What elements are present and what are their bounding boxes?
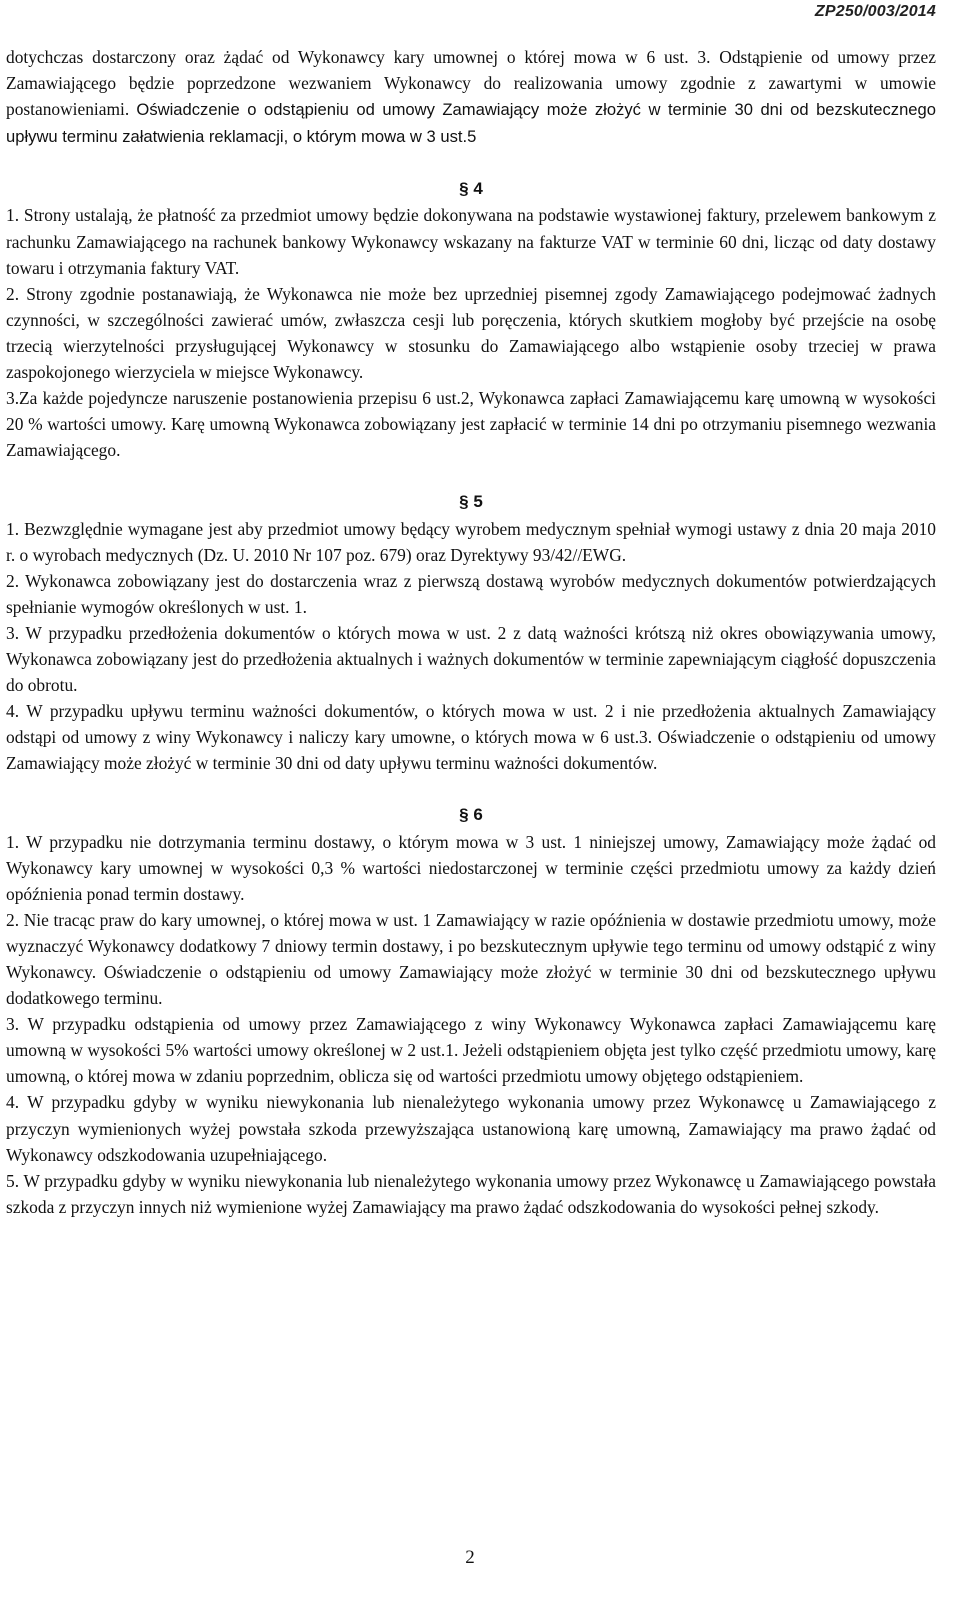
section-6-heading: § 6: [459, 805, 483, 825]
section-6-paragraph-5: 5. W przypadku gdyby w wyniku niewykonania lub nienależytego wykonania umowy przez Wykonawcę u Zamawiającego powstała szkoda z przyczyn innych niż wymienione wyżej Zamawiający ma prawo żądać odszkodowania do wysokości pełnej szkody.: [6, 1170, 936, 1217]
intro-paragraph: [6, 44, 936, 150]
section-6-paragraph-2: 2. Nie tracąc praw do kary umownej, o której mowa w ust. 1 Zamawiający w razie opóźnienia w dostawie przedmiotu umowy, może wyznaczyć Wykonawcy dodatkowy 7 dniowy termin dostawy, i po bezskutecznym upływie tego terminu od umowy odstąpić z winy Wykonawcy. Oświadczenie o odstąpieniu od umowy Zamawiający może złożyć w terminie 30 dni od bezskutecznego upływu dodatkowego terminu.: [6, 909, 936, 1009]
section-4-paragraph-3: 3.Za każde pojedyncze naruszenie postanowienia przepisu 6 ust.2, Wykonawca zapłaci Zamawiającemu karę umowną w wysokości 20 % wartości umowy. Karę umowną Wykonawca zobowiązany jest zapłacić w terminie 14 dni po otrzymaniu pisemnego wezwania Zamawiającego.: [6, 388, 936, 461]
section-5-paragraph-4: 4. W przypadku upływu terminu ważności dokumentów, o których mowa w ust. 2 i nie przedłożenia aktualnych Zamawiający odstąpi od umowy z winy Wykonawcy i naliczy kary umowne, o których mowa w 6 ust.3. Oświadczenie o odstąpieniu od umowy Zamawiający może złożyć w terminie 30 dni od daty upływu terminu ważności dokumentów.: [6, 701, 936, 774]
section-4-paragraph-2: 2. Strony zgodnie postanawiają, że Wykonawca nie może bez uprzedniej pisemnej zgody Zamawiającego podejmować żadnych czynności, w szczególności zawierać umów, zwłaszcza cesji lub poręczenia, których skutkiem mogłoby być przejście na osobę trzecią wierzytelności przysługującej Wykonawcy w stosunku do Zamawiającego albo wstąpienie osoby trzeciej w prawa zaspokojonego wierzyciela w miejsce Wykonawcy.: [6, 283, 936, 383]
spacer: [6, 150, 936, 176]
section-5-paragraph-2: 2. Wykonawca zobowiązany jest do dostarczenia wraz z pierwszą dostawą wyrobów medycznych dokumentów potwierdzających spełnianie wymogów określonych w ust. 1.: [6, 570, 936, 617]
spacer: [6, 776, 936, 802]
section-5-paragraph-3: 3. W przypadku przedłożenia dokumentów o których mowa w ust. 2 z datą ważności krótszą niż okres obowiązywania umowy, Wykonawca zobowiązany jest do przedłożenia aktualnych i ważnych dokumentów w terminie zapewniającym ciągłość dopuszczenia do obrotu.: [6, 622, 936, 696]
section-6-paragraph-4: 4. W przypadku gdyby w wyniku niewykonania lub nienależytego wykonania umowy przez Wykonawcę u Zamawiającego z przyczyn wymienionych wyżej powstała szkoda przewyższająca ustanowioną karę umowną, Zamawiający ma prawo żądać od Wykonawcy odszkodowania uzupełniającego.: [6, 1092, 936, 1165]
section-6-paragraph-3: 3. W przypadku odstąpienia od umowy przez Zamawiającego z winy Wykonawcy Wykonawca zapłaci Zamawiającemu karę umowną w wysokości 5% wartości umowy określonej w 2 ust.1. Jeżeli odstąpieniem objęta jest tylko część przedmiotu umowy, karę umowną, o której mowa w zdaniu poprzednim, oblicza się od wartości przedmiotu umowy objętego odstąpieniem.: [6, 1014, 936, 1087]
page-number: 2: [465, 1547, 475, 1568]
document-body: [6, 44, 936, 1220]
document-reference-number: ZP250/003/2014: [814, 3, 936, 20]
section-4-heading: § 4: [459, 179, 483, 199]
intro-text: dotychczas dostarczony oraz żądać od Wykonawcy kary umownej o której mowa w 6 ust. 3. Odstąpienie od umowy przez Zamawiającego będzie poprzedzone wezwaniem Wykonawcy do realizowania umowy zgodnie z zawartymi w umowie postanowieniami.: [6, 47, 936, 120]
section-4-paragraph-1: 1. Strony ustalają, że płatność za przedmiot umowy będzie dokonywana na podstawie wystawionej faktury, przelewem bankowym z rachunku Zamawiającego na rachunek bankowy Wykonawcy wskazany na fakturze VAT w terminie 60 dni, licząc od daty dostawy towaru i otrzymania faktury VAT.: [6, 205, 936, 278]
section-5-heading: § 5: [459, 492, 483, 512]
spacer: [6, 463, 936, 489]
intro-text-sans: Oświadczenie o odstąpieniu od umowy Zamawiający może złożyć w terminie 30 dni od bezskutecznego upływu terminu załatwienia reklamacji, o którym mowa w 3 ust.5: [6, 100, 936, 147]
section-6-paragraph-1: 1. W przypadku nie dotrzymania terminu dostawy, o którym mowa w 3 ust. 1 niniejszej umowy, Zamawiający może żądać od Wykonawcy kary umownej w wysokości 0,3 % wartości niedostarczonej w terminie części przedmiotu umowy za każdy dzień opóźnienia ponad termin dostawy.: [6, 831, 936, 904]
section-5-paragraph-1: 1. Bezwzględnie wymagane jest aby przedmiot umowy będący wyrobem medycznym spełniał wymogi ustawy z dnia 20 maja 2010 r. o wyrobach medycznych (Dz. U. 2010 Nr 107 poz. 679) oraz Dyrektywy 93/42//EWG.: [6, 518, 936, 565]
